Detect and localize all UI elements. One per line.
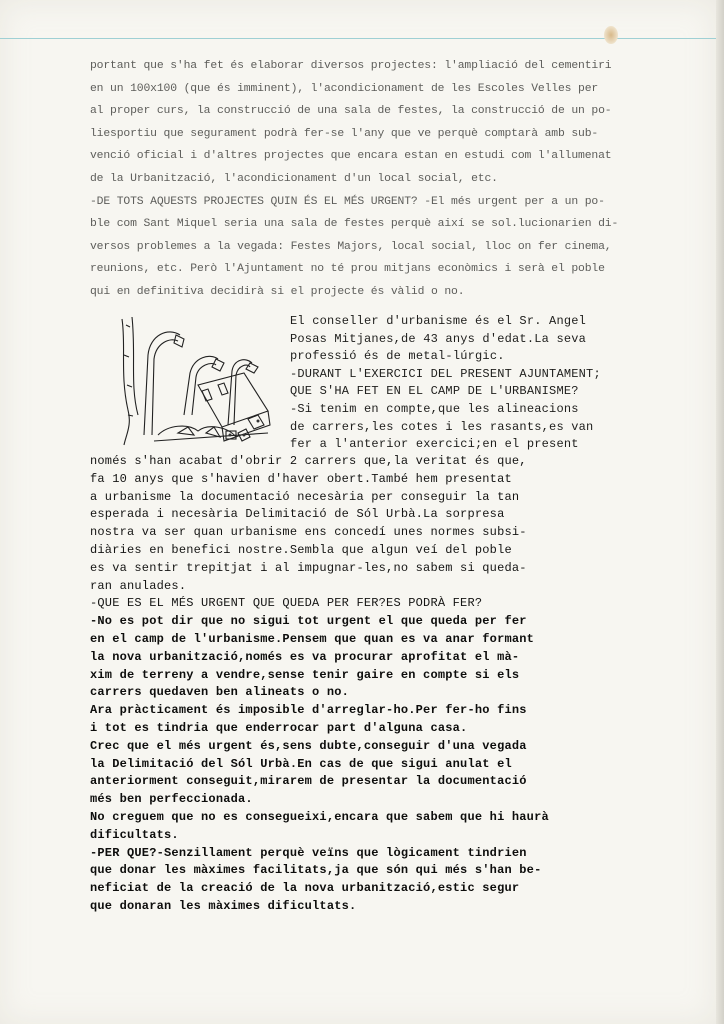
text-line: ble com Sant Miquel seria una sala de festes perquè així se sol.lucionarien di-: [90, 218, 619, 231]
text-line: El conseller d'urbanisme és el Sr. Angel: [290, 314, 587, 328]
question-line: -QUE ES EL MÉS URGENT QUE QUEDA PER FER?ES PODRÀ FER?: [90, 596, 483, 611]
text-line: nostra va ser quan urbanisme ens concedí unes normes subsi-: [90, 525, 527, 540]
question-line: -PER QUE?-Senzillament perquè veïns que lògicament tindrien: [90, 845, 527, 860]
text-line: versos problemes a la vegada: Festes Majors, local social, lloc on fer cinema,: [90, 240, 612, 253]
text-line: No creguem que no es consegueixi,encara que sabem que hi haurà: [90, 809, 549, 824]
text-line: més ben perfeccionada.: [90, 792, 253, 807]
text-line: només s'han acabat d'obrir 2 carrers que,la veritat és que,: [90, 454, 527, 468]
street-lamp-drawing: [118, 315, 284, 450]
page-edge: [716, 0, 724, 1024]
top-paragraph: [90, 55, 670, 304]
text-line: que donar les màximes facilitats,ja que són qui més s'han be-: [90, 863, 542, 878]
text-line: ran anulades.: [90, 578, 187, 593]
question-line: -DURANT L'EXERCICI DEL PRESENT AJUNTAMENT;: [290, 366, 601, 381]
text-line: fa 10 anys que s'havien d'haver obert.També hem presentat: [90, 471, 512, 486]
text-line: fer a l'anterior exercici;en el present: [290, 437, 579, 452]
text-line: a urbanisme la documentació necesària per conseguir la tan: [90, 489, 520, 504]
text-line: Ara pràcticament és imposible d'arreglar-ho.Per fer-ho fins: [90, 703, 527, 718]
bottom-paragraph: [90, 453, 670, 916]
text-line: i tot es tindria que enderrocar part d'alguna casa.: [90, 720, 468, 735]
text-line: neficiat de la creació de la nova urbanització,estic segur: [90, 881, 520, 896]
text-line: esperada i necesària Delimitació de Sól Urbà.La sorpresa: [90, 507, 505, 522]
text-line: xim de terreny a vendre,sense tenir gaire en compte si els: [90, 667, 520, 682]
side-paragraph: [290, 313, 660, 454]
text-line: liesportiu que segurament podrà fer-se l'any que ve perquè comptarà amb sub-: [90, 127, 599, 140]
text-line: reunions, etc. Però l'Ajuntament no té prou mitjans econòmics i serà el poble: [90, 263, 605, 276]
text-line: dificultats.: [90, 827, 179, 842]
text-line: anteriorment conseguit,mirarem de presentar la documentació: [90, 774, 527, 789]
text-line: de carrers,les cotes i les rasants,es van: [290, 419, 594, 434]
text-line: la nova urbanització,només es va procurar aprofitat el mà-: [90, 649, 520, 664]
text-line: Crec que el més urgent és,sens dubte,conseguir d'una vegada: [90, 738, 527, 753]
text-line: professió és de metal-lúrgic.: [290, 349, 505, 364]
question-line: QUE S'HA FET EN EL CAMP DE L'URBANISME?: [290, 384, 579, 399]
text-line: -Si tenim en compte,que les alineacions: [290, 401, 579, 416]
text-line: la Delimitació del Sól Urbà.En cas de que sigui anulat el: [90, 756, 512, 771]
text-line: de la Urbanització, l'acondicionament d'un local social, etc.: [90, 172, 498, 185]
text-line: en un 100x100 (que és imminent), l'acondicionament de les Escoles Velles per: [90, 82, 599, 95]
text-line: Posas Mitjanes,de 43 anys d'edat.La seva: [290, 331, 587, 346]
text-line: es va sentir trepitjat i al impugnar-les,no sabem si queda-: [90, 560, 527, 575]
text-line: portant que s'ha fet és elaborar diversos projectes: l'ampliació del cementiri: [90, 60, 612, 72]
text-line: diàries en benefici nostre.Sembla que algun veí del poble: [90, 542, 512, 557]
text-line: carrers quedaven ben alineats o no.: [90, 685, 350, 700]
text-line: -No es pot dir que no sigui tot urgent el que queda per fer: [90, 614, 527, 629]
question-line: -DE TOTS AQUESTS PROJECTES QUIN ÉS EL MÉS URGENT? -El més urgent per a un po-: [90, 195, 605, 208]
paper-stain: [604, 26, 618, 44]
text-line: al proper curs, la construcció de una sala de festes, la construcció de un po-: [90, 105, 612, 118]
text-line: venció oficial i d'altres projectes que encara estan en estudi com l'allumenat: [90, 150, 612, 163]
text-line: que donaran les màximes dificultats.: [90, 898, 357, 913]
text-line: qui en definitiva decidirà si el projecte és vàlid o no.: [90, 285, 465, 298]
text-line: en el camp de l'urbanisme.Pensem que quan es va anar formant: [90, 631, 535, 646]
